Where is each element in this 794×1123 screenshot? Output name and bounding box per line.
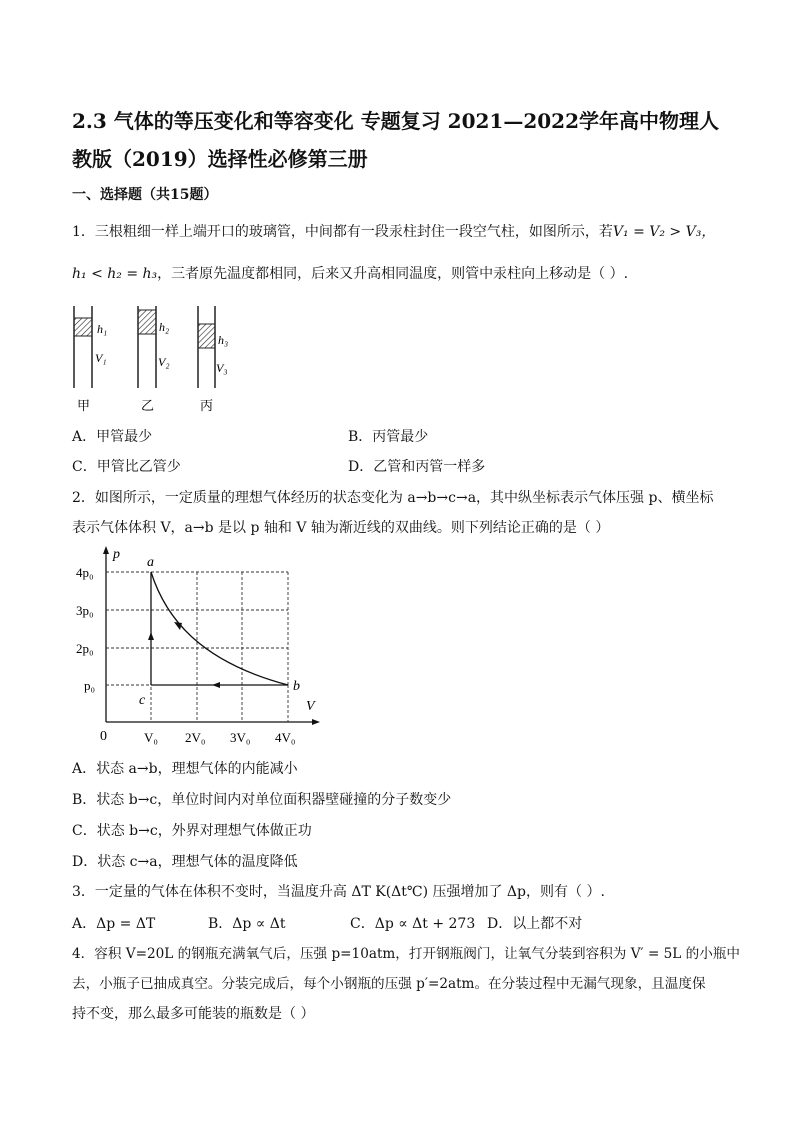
p-axis-arrow (103, 546, 109, 554)
section-heading: 一、选择题（共15题） (72, 187, 218, 203)
document-title: 2.3 气体的等压变化和等容变化 专题复习 2021—2022学年高中物理人教版（2019）选择性必修第三册 (72, 109, 720, 171)
q3-option-a[interactable]: A．Δp = ΔT (72, 916, 156, 932)
x-tick-v0: V₀ (144, 730, 158, 745)
tube-yi (138, 306, 170, 413)
origin-label: 0 (100, 729, 107, 744)
q1-option-a[interactable]: A．甲管最少 (72, 429, 153, 445)
tube-yi-v-label: V₂ (158, 355, 170, 369)
process-ab-curve (151, 572, 288, 685)
q2-option-d[interactable]: D．状态 c→a，理想气体的温度降低 (72, 854, 298, 870)
q1-condition-volume: V₁ = V₂ > V₃， (612, 224, 716, 240)
q1-option-b[interactable]: B．丙管最少 (348, 429, 429, 445)
p-axis-label: p (113, 547, 120, 562)
mercury-column-yi (138, 310, 156, 334)
mercury-column-jia (74, 318, 92, 336)
q3-option-b[interactable]: B．Δp ∝ Δt (208, 916, 286, 932)
tube-yi-label: 乙 (141, 398, 155, 413)
x-tick-2v0: 2V₀ (185, 730, 206, 745)
y-tick-3p0: 3p₀ (76, 603, 94, 618)
q2-option-c[interactable]: C．状态 b→c，外界对理想气体做正功 (72, 823, 312, 839)
q4-stem-line2: 去，小瓶子已抽成真空。分装完成后，每个小钢瓶的压强 p′=2atm。在分装过程中无漏气现象，且温度保 (72, 976, 706, 992)
point-a-label: a (147, 555, 154, 570)
q3-stem: 3．一定量的气体在体积不变时，当温度升高 ΔT K(Δt℃) 压强增加了 Δp，则有（ ）. (72, 884, 605, 900)
x-tick-3v0: 3V₀ (230, 730, 251, 745)
q1-text: 1．三根粗细一样上端开口的玻璃管，中间都有一段汞柱封住一段空气柱，如图所示，若 (72, 224, 613, 240)
process-bc-arrow (212, 682, 220, 688)
y-tick-p0: p₀ (84, 678, 96, 693)
q1-stem-line2 (72, 264, 628, 284)
v-axis-label: V (306, 699, 315, 714)
q3-option-d[interactable]: D．以上都不对 (487, 916, 583, 932)
tube-bing-h-label: h₃ (218, 333, 229, 347)
point-c-label: c (139, 693, 146, 708)
q2-pv-graph (76, 544, 326, 749)
tube-bing (198, 306, 228, 413)
grid (106, 572, 288, 722)
q2-option-b[interactable]: B．状态 b→c，单位时间内对单位面积器壁碰撞的分子数变少 (72, 792, 452, 808)
q1-tubes-figure (60, 300, 240, 418)
tube-bing-v-label: V₃ (216, 361, 228, 375)
x-tick-4v0: 4V₀ (275, 730, 296, 745)
tube-bing-label: 丙 (200, 398, 214, 413)
process-ab-arrow (174, 622, 182, 630)
tube-jia (74, 306, 107, 413)
q1-text-2: ，三者原先温度都相同，后来又升高相同温度，则管中汞柱向上移动是（ ）. (157, 266, 629, 282)
y-tick-4p0: 4p₀ (76, 565, 94, 580)
mercury-column-bing (198, 324, 215, 348)
q1-stem-line1 (72, 222, 715, 242)
q4-stem-line3: 持不变，那么最多可能装的瓶数是（ ） (72, 1006, 315, 1022)
q1-condition-height: h₁ < h₂ = h₃ (72, 266, 158, 282)
q4-stem-line1: 4．容积 V=20L 的钢瓶充满氧气后，压强 p=10atm，打开钢瓶阀门，让氧气分装到容积为 V′ = 5L 的小瓶中 (72, 946, 741, 962)
y-tick-2p0: 2p₀ (76, 641, 94, 656)
q2-option-a[interactable]: A．状态 a→b，理想气体的内能减小 (72, 761, 298, 777)
tube-yi-h-label: h₂ (159, 320, 170, 334)
point-b-label: b (293, 679, 300, 694)
q3-option-c[interactable]: C．Δp ∝ Δt + 273 (350, 916, 476, 932)
q2-stem-line1: 2．如图所示，一定质量的理想气体经历的状态变化为 a→b→c→a，其中纵坐标表示气体压强 p、横坐标 (72, 490, 714, 506)
tube-jia-v-label: V₁ (95, 351, 107, 365)
q1-option-d[interactable]: D．乙管和丙管一样多 (348, 459, 486, 475)
q1-option-c[interactable]: C．甲管比乙管少 (72, 459, 181, 475)
process-ca-arrow (148, 632, 154, 640)
tube-jia-h-label: h₁ (97, 322, 108, 336)
q2-stem-line2: 表示气体体积 V，a→b 是以 p 轴和 V 轴为渐近线的双曲线。则下列结论正确的是（ ） (72, 520, 610, 536)
tube-jia-label: 甲 (77, 398, 91, 413)
v-axis-arrow (312, 719, 320, 725)
